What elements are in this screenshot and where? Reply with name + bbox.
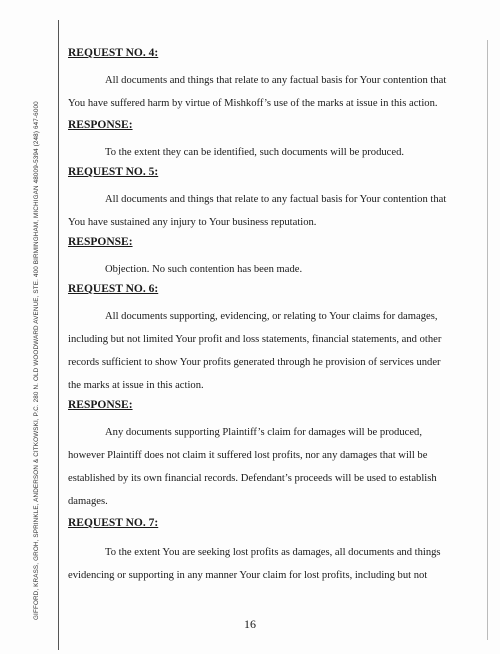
section-paragraph — [68, 258, 478, 281]
section-paragraph — [68, 188, 478, 234]
section-paragraph — [68, 69, 478, 115]
paragraph-line: evidencing or supporting in any manner Your claim for lost profits, including but not — [68, 570, 428, 581]
section-request-4 — [68, 46, 478, 115]
paragraph-line: You have suffered harm by virtue of Mishkoff’s use of the marks at issue in this action. — [68, 98, 438, 109]
section-response-6 — [68, 398, 478, 513]
document-body — [68, 46, 478, 587]
section-paragraph — [68, 305, 478, 397]
page-number: 16 — [244, 617, 256, 631]
section-heading: REQUEST NO. 5: — [68, 166, 159, 178]
paragraph-line: the marks at issue in this action. — [68, 380, 204, 391]
section-heading: RESPONSE: — [68, 119, 133, 131]
section-heading: REQUEST NO. 7: — [68, 517, 159, 529]
paragraph-line: including but not limited Your profit and loss statements, financial statements, and other — [68, 334, 442, 345]
section-request-6 — [68, 282, 478, 397]
section-paragraph — [68, 541, 478, 587]
paragraph-line: Any documents supporting Plaintiff’s claim for damages will be produced, — [105, 427, 422, 438]
section-heading: REQUEST NO. 4: — [68, 47, 159, 59]
section-request-5 — [68, 165, 478, 234]
paragraph-line: however Plaintiff does not claim it suffered lost profits, nor any damages that will be — [68, 450, 428, 461]
section-heading: RESPONSE: — [68, 236, 133, 248]
paragraph-line: damages. — [68, 496, 108, 507]
paragraph-line: established by its own financial records. Defendant’s proceeds will be used to establish — [68, 473, 437, 484]
right-margin-rule — [487, 40, 488, 640]
section-heading: REQUEST NO. 6: — [68, 283, 159, 295]
section-paragraph — [68, 421, 478, 513]
paragraph-line: All documents and things that relate to any factual basis for Your contention that — [105, 75, 447, 86]
section-response-5 — [68, 235, 478, 281]
section-heading: RESPONSE: — [68, 399, 133, 411]
left-margin-rule — [58, 20, 59, 650]
firm-sidebar-text: GIFFORD, KRASS, GROH, SPRINKLE, ANDERSON & CITKOWSKI, P.C. 280 N. OLD WOODWARD AVENUE, STE. 400 BIRMINGHAM, MICHIGAN 48009-5394 (248) 647-6000 — [33, 101, 40, 620]
section-response-4 — [68, 118, 478, 164]
section-paragraph — [68, 141, 478, 164]
paragraph-line: records sufficient to show Your profits generated through he provision of services under — [68, 357, 441, 368]
paragraph-line: To the extent You are seeking lost profits as damages, all documents and things — [105, 547, 441, 558]
paragraph-line: You have sustained any injury to Your business reputation. — [68, 217, 317, 228]
paragraph-line: All documents supporting, evidencing, or relating to Your claims for damages, — [105, 311, 438, 322]
paragraph-line: To the extent they can be identified, such documents will be produced. — [105, 147, 405, 158]
section-request-7 — [68, 516, 478, 587]
paragraph-line: All documents and things that relate to any factual basis for Your contention that — [105, 194, 447, 205]
paragraph-line: Objection. No such contention has been made. — [105, 264, 303, 275]
